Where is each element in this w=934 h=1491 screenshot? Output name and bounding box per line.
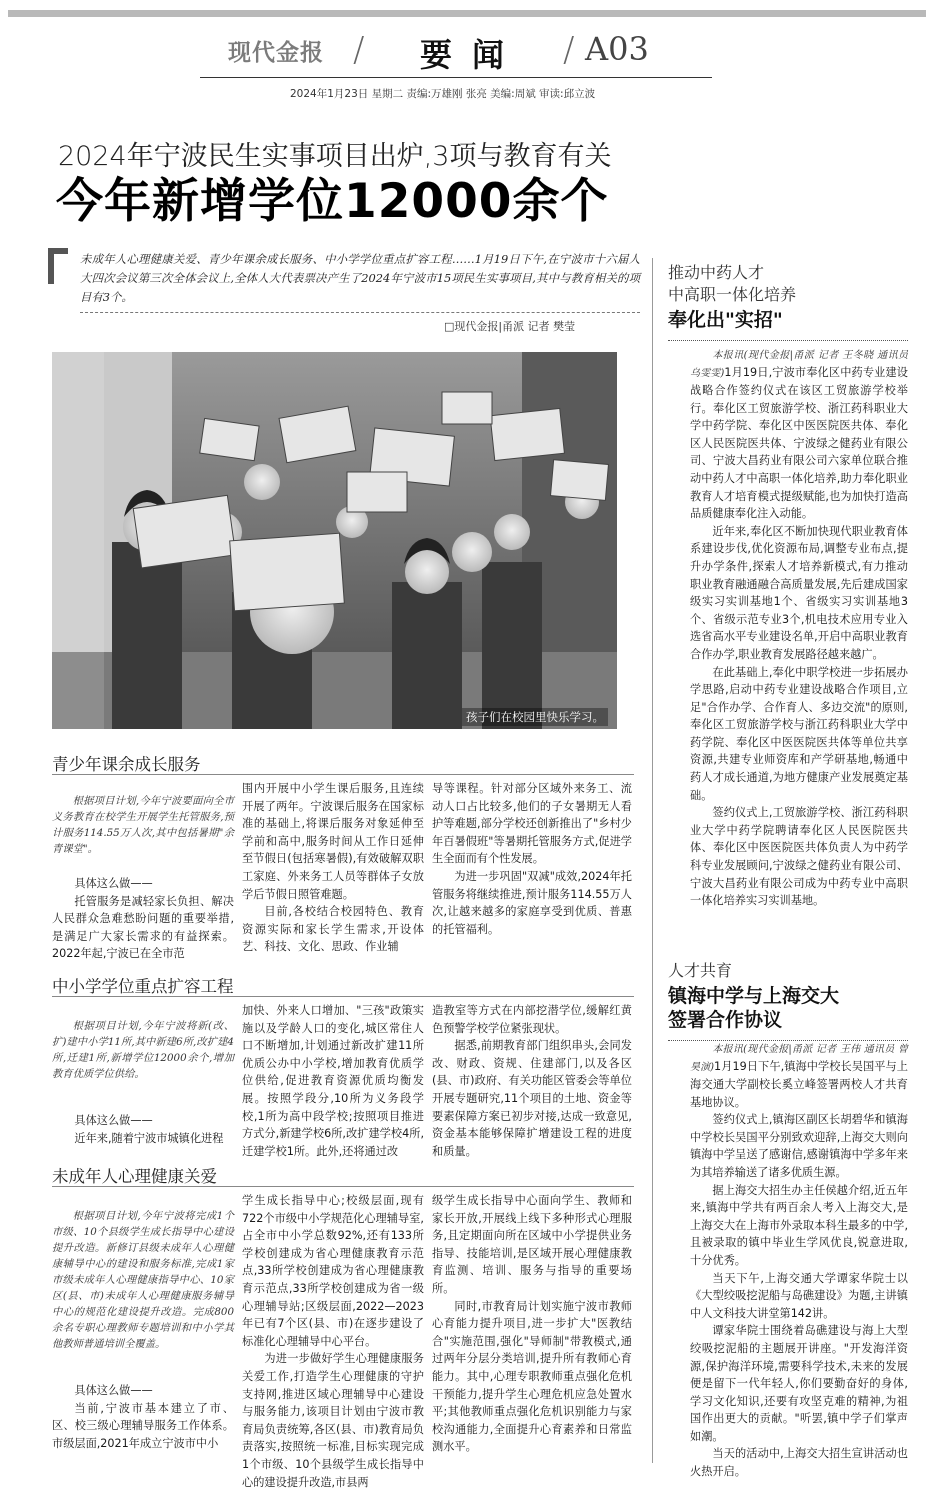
paragraph: 签约仪式上,镇海区副区长胡碧华和镇海中学校长吴国平分别致欢迎辞,上海交大则向镇海中学呈送了感谢信,感谢镇海中学多年来为其培养输送了诸多优质生源。	[690, 1113, 908, 1179]
project-plan-text: 根据项目计划,今年宁波将完成1个市级、10个县级学生成长指导中心建设提升改造。新修订县级未成年人心理健康辅导中心的建设和服务标准,完成1家市级未成年人心理健康指导中心、10家区(县、市)未成年人心理健康服务辅导中心的规范化建设提升改造。完成800余名专职心理教师专题培训和中小学其他教师普通培训全覆盖。	[52, 1210, 234, 1350]
sidebar-body	[690, 346, 908, 910]
article-headline: 今年新增学位12000余个	[56, 174, 609, 229]
project-plan-text: 根据项目计划,今年宁波要面向全市义务教育在校学生开展学生托管服务,预计服务114.55万人次,其中包括暑期"余青课堂"。	[52, 795, 234, 855]
section-rule	[52, 1186, 634, 1187]
sidebar-lead-label: 本报讯(现代金报|甬派 记者 王冬晓 通讯员 乌雯雯)	[690, 350, 908, 379]
section-title: 要闻	[420, 36, 525, 74]
paragraph: 近年来,随着宁波市城镇化进程	[74, 1131, 224, 1145]
dateline: 2024年1月23日 星期二 责编:万雄刚 张亮 美编:周斌 审读:邱立波	[290, 88, 596, 100]
action-label: 具体这么做——	[74, 1114, 153, 1127]
paragraph: 为进一步做好学生心理健康服务关爱工作,打造学生心理健康的守护支持网,推进区域心理辅导中心建设与服务能力,该项目计划由宁波市教育局负责统筹,各区(县、市)教育局负责落实,按照统一标准,目标实现完成1个市级、10个县级学生成长指导中心的建设提升改造,市县两	[242, 1352, 424, 1489]
paragraph: 同时,市教育局计划实施宁波市教师心育能力提升项目,进一步扩大"医教结合"实施范围,强化"导师制"带教模式,通过两年分层分类培训,提升所有教师心育能力。其中,心理专职教师重点强化危机干预能力,提升学生心理危机应急处置水平;其他教师重点强化危机识别能力与家校沟通能力,全面提升心育素养和日常监测水平。	[432, 1299, 632, 1454]
article-column	[52, 1112, 234, 1147]
paragraph: 造教室等方式在内部挖潜学位,缓解红黄色预警学校学位紧张现状。	[432, 1004, 632, 1035]
paragraph: 托管服务是减轻家长负担、解决人民群众急难愁盼问题的重要举措,是满足广大家长需求的有益探索。2022年起,宁波已在全市范	[52, 894, 234, 961]
article-column	[432, 1192, 632, 1456]
project-plan	[52, 793, 234, 857]
paragraph: 加快、外来人口增加、"三孩"政策实施以及学龄人口的变化,城区常住人口不断增加,计划通过新改扩建11所优质公办中小学校,增加教育优质学位供给,促进教育资源优质均衡发展。按照学段分,10所为义务段学校,1所为高中段学校;按照项目推进方式分,新建学校6所,改扩建学校4所,迁建学校1所。此外,还将通过改	[242, 1004, 424, 1158]
paragraph	[690, 346, 908, 523]
paragraph: 级学生成长指导中心面向学生、教师和家长开放,开展线上线下多种形式心理服务,且定期面向所在区域中小学提供业务指导、技能培训,是区域开展心理健康教育监测、培训、服务与指导的重要场所。	[432, 1194, 632, 1295]
column-text	[432, 1002, 632, 1160]
sidebar-story	[668, 262, 908, 341]
sidebar-first-text: 1月19日,宁波市奉化区中药专业建设战略合作签约仪式在该区工贸旅游学校举行。奉化区工贸旅游学校、浙江药科职业大学中药学院、奉化区中医医院医共体、奉化区人民医院医共体、宁波绿之健药业有限公司、宁波大昌药业有限公司六家单位联合推动中药人才中高职一体化培养,助力奉化职业教育人才培育模式提级赋能,也为加快打造高品质健康奉化注入动能。	[690, 366, 908, 521]
article-column	[242, 1192, 424, 1491]
paragraph: 近年来,奉化区不断加快现代职业教育体系建设步伐,优化资源布局,调整专业布点,提升办学条件,探索人才培养新模式,有力推动职业教育融通融合高质量发展,先后建成国家级实习实训基地1个、省级实习实训基地3个、省级示范专业3个,机电技术应用专业入选省高水平专业建设名单,开启中高职业教育合作办学,职业教育发展路径越来越广。	[690, 524, 908, 661]
project-plan	[52, 1018, 234, 1082]
sidebar-text	[690, 523, 908, 910]
paragraph: 谭家华院士围绕着岛礁建设与海上大型绞吸挖泥船的主题展开讲座。"开发海洋资源,保护海洋环境,需要科学技术,未来的发展便是留下一代年轻人,你们要勤奋好的身体,学习文化知识,还要有攻坚克难的精神,为祖国作出更大的贡献。"听罢,镇中学子们掌声如潮。	[690, 1324, 908, 1443]
project-plan	[52, 1208, 234, 1352]
lead-divider	[80, 312, 640, 313]
article-byline: □现代金报|甬派 记者 樊莹	[444, 320, 576, 333]
action-label: 具体这么做——	[74, 877, 153, 890]
column-text	[242, 1192, 424, 1491]
sidebar-body	[690, 1040, 908, 1481]
quote-mark-icon	[46, 246, 70, 286]
paragraph: 围内开展中小学生课后服务,且连续开展了两年。宁波课后服务在国家标准的基础上,将课后服务对象延伸至学前和高中,服务时间从工作日延伸至节假日(包括寒暑假),有效破解双职工家庭、外来务工人员等群体子女放学后节假日照管难题。	[242, 782, 424, 901]
paragraph: 为进一步巩固"双减"成效,2024年托管服务将继续推进,预计服务114.55万人次,让越来越多的家庭享受到优质、普惠的托管福利。	[432, 869, 632, 936]
paragraph: 签约仪式上,工贸旅游学校、浙江药科职业大学中药学院聘请奉化区人民医院医共体、奉化区中医医院医共体负责人为中药学科专业发展顾问,宁波绿之健药业有限公司、宁波大昌药业有限公司成为中药专业中高职一体化培养实习实训基地。	[690, 806, 908, 908]
paragraph: 据悉,前期教育部门组织串头,会同发改、财政、资规、住建部门,以及各区(县、市)政府、有关功能区管委会等单位开展专题研究,11个项目的土地、资金等要素保障方案已初步对接,达成一致意见,资金基本能够保障扩增建设工程的进度和质量。	[432, 1039, 632, 1158]
photo-caption: 孩子们在校园里快乐学习。	[462, 708, 608, 726]
section-rule	[52, 774, 634, 775]
paragraph: 目前,各校结合校园特色、教育资源实际和家长学生需求,开设体艺、科技、文化、思政、作业辅	[242, 905, 424, 954]
masthead-divider: /	[353, 30, 365, 70]
masthead-logo: 现代金报	[228, 40, 324, 66]
column-text	[432, 1192, 632, 1456]
section-heading: 未成年人心理健康关爱	[52, 1167, 217, 1186]
section-rule	[52, 996, 634, 997]
sidebar-lead-label: 本报讯(现代金报|甬派 记者 王伟 通讯员 曾昊演)	[690, 1044, 908, 1073]
sidebar-story	[668, 960, 908, 1041]
paragraph: 学生成长指导中心;校级层面,现有722个市级中小学规范化心理辅导室,占全市中小学总数92%,还有133所学校创建成为省心理健康教育示范点,33所学校创建成为省心理健康教育示范点,33所学校创建成为省一级心理辅导站;区级层面,2022—2023年已有7个区(县、市)在逐步建设了标准化心理辅导中心平台。	[242, 1194, 424, 1348]
paragraph: 当天的活动中,上海交大招生宣讲活动也火热开启。	[690, 1447, 908, 1479]
action-label: 具体这么做——	[74, 1384, 153, 1397]
article-column	[432, 1002, 632, 1160]
paragraph: 据上海交大招生办主任侯越介绍,近五年来,镇海中学共有两百余人考入上海交大,是上海交大在上海市外录取本科生最多的中学,且被录取的镇中毕业生学风优良,锐意进取,十分优秀。	[690, 1183, 908, 1267]
sidebar-title: 镇海中学与上海交大 签署合作协议	[668, 985, 840, 1031]
article-column	[432, 780, 632, 938]
paragraph: 在此基础上,奉化中职学校进一步拓展办学思路,启动中药专业建设战略合作项目,立足"合作办学、合作育人、多边交流"的原则,奉化区工贸旅游学校与浙江药科职业大学中药学院、奉化区中医医院医共体等单位共享资源,共建专业师资库和产学研基地,畅通中药人才成长通道,为地方健康产业发展奠定基础。	[690, 665, 908, 802]
top-rule-bar	[8, 10, 926, 17]
section-heading: 中小学学位重点扩容工程	[52, 977, 234, 996]
column-text	[432, 780, 632, 938]
paragraph: 当前,宁波市基本建立了市、区、校三级心理辅导服务工作体系。市级层面,2021年成立宁波市中小	[52, 1401, 234, 1450]
masthead-rule	[200, 77, 712, 78]
section-heading: 青少年课余成长服务	[52, 755, 201, 774]
project-plan-text: 根据项目计划,今年宁波将新(改、扩)建中小学11所,其中新建6所,改扩建4所,迁建1所,新增学位12000余个,增加教育优质学位供给。	[52, 1020, 234, 1080]
article-column	[242, 1002, 424, 1160]
sidebar-first-text: 1月19日下午,镇海中学校长吴国平与上海交通大学副校长奚立峰签署两校人才共育基地协议。	[690, 1060, 908, 1109]
masthead-divider: /	[563, 30, 575, 70]
paragraph	[690, 1040, 908, 1111]
article-lead: 未成年人心理健康关爱、青少年课余成长服务、中小学学位重点扩容工程……1月19日下午,在宁波市十六届人大四次会议第三次全体会议上,全体人大代表票决产生了2024年宁波市15项民生实事项目,其中与教育相关的项目有3个。	[80, 252, 640, 304]
classroom-photo	[52, 352, 617, 729]
column-divider	[652, 258, 653, 1463]
sidebar-kicker: 人才共育	[668, 961, 733, 980]
column-text	[242, 780, 424, 956]
sidebar-divider	[668, 340, 908, 341]
article-subtitle: 2024年宁波民生实事项目出炉,3项与教育有关	[58, 141, 612, 172]
sidebar-title: 奉化出"实招"	[668, 309, 783, 331]
paragraph: 导等课程。针对部分区域外来务工、流动人口占比较多,他们的子女暑期无人看护等难题,部分学校还创新推出了"乡村少年百暑假班"等暑期托管服务方式,促进学生全面而有个性发展。	[432, 782, 632, 866]
article-column	[52, 1382, 234, 1452]
article-column	[242, 780, 424, 956]
article-column	[52, 875, 234, 963]
paragraph: 当天下午,上海交通大学谭家华院士以《大型绞吸挖泥船与岛礁建设》为题,主讲镇中人文科技大讲堂第142讲。	[690, 1271, 908, 1320]
sidebar-text	[690, 1111, 908, 1480]
page-number: A03	[585, 30, 649, 68]
sidebar-kicker: 推动中药人才 中高职一体化培养	[668, 263, 797, 304]
column-text	[242, 1002, 424, 1160]
